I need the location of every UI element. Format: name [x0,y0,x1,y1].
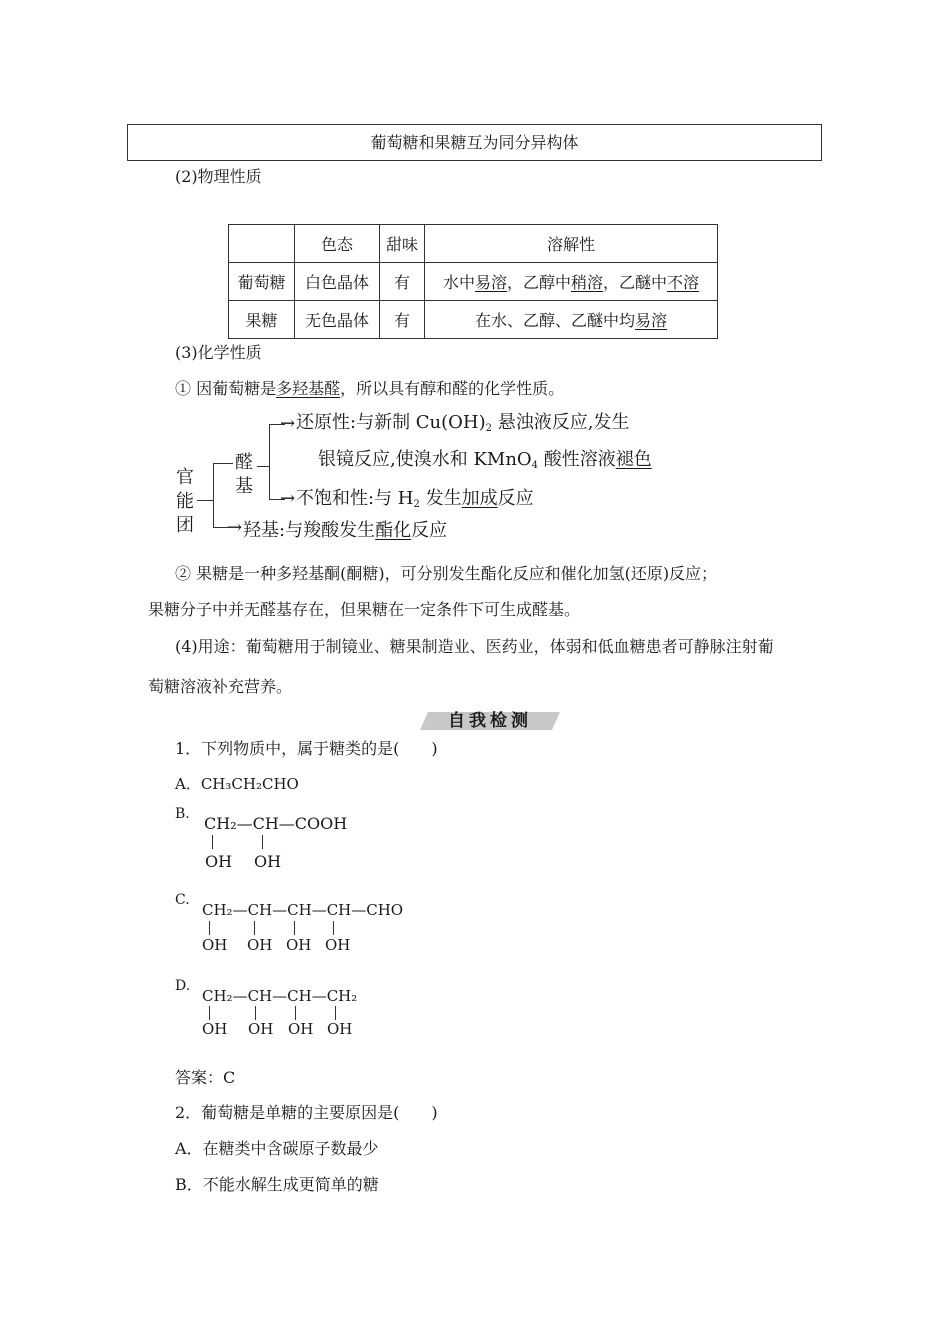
text: 在水、乙醇、乙醚中均 [475,311,636,330]
table-header-cell: 甜味 [380,225,425,263]
underlined-answer: 不溶 [667,273,700,292]
section-2-title: (2)物理性质 [175,167,262,186]
top-box-statement: 葡萄糖和果糖互为同分异构体 [127,124,822,161]
table-cell-name: 葡萄糖 [229,263,295,301]
option-d-oh: OH [327,1020,353,1038]
table-cell-color-state: 白色晶体 [295,263,380,301]
text: 银镜反应,使溴水和 KMnO [318,449,532,470]
text: 还原性:与新制 Cu(OH) [296,412,486,433]
subscript: 2 [413,499,420,510]
option-d-oh: OH [248,1020,274,1038]
reducibility-line-2 [318,448,652,478]
option-d-oh: OH [202,1020,228,1038]
self-check-banner [420,709,560,733]
text: ，乙醇中 [507,273,572,292]
text: 羟基:与羧酸发生 [243,520,376,541]
arrow-icon: → [227,517,243,538]
table-row [229,301,718,339]
item-2-line-2: 果糖分子中并无醛基存在，但果糖在一定条件下可生成醛基。 [148,600,581,619]
text: 悬浊液反应,发生 [492,412,630,433]
text: 酸性溶液 [538,449,616,470]
table-cell-name: 果糖 [229,301,295,339]
underlined-answer: 易溶 [474,273,507,292]
question-1-answer: 答案：C [175,1068,236,1087]
group-label [176,466,196,538]
bond-line [255,1006,256,1020]
option-a: A．CH₃CH₂CHO [175,775,299,793]
bond-line [254,921,255,935]
underlined-answer: 加成 [461,488,498,509]
underlined-answer: 褪色 [615,449,652,470]
text: 发生 [419,488,462,509]
text: 不饱和性:与 H [296,488,414,509]
arrow-icon: → [280,488,296,509]
subscript: 4 [531,460,539,471]
section-4-line-1: (4)用途：葡萄糖用于制镜业、糖果制造业、医药业，体弱和低血糖患者可静脉注射葡 [175,637,774,656]
bond-line [294,921,295,935]
option-a: A．在糖类中含碳原子数最少 [175,1139,379,1158]
option-c-chain: CH₂—CH—CH—CH—CHO [202,901,404,919]
table-cell-solubility [425,263,718,301]
connector-line [213,463,233,464]
bracket-line [269,424,270,499]
bond-line [295,1006,296,1020]
option-d-label: D. [175,978,191,994]
text: 醛 [235,452,253,473]
bond-line [212,835,213,849]
option-b-label: B. [175,806,190,822]
text: ① 因葡萄糖是 [175,379,277,398]
option-b-chain: CH₂—CH—COOH [204,814,348,833]
underlined-answer: 易溶 [635,311,668,330]
option-d-oh: OH [288,1020,314,1038]
table-header-row [229,225,718,263]
item-1 [175,378,564,400]
table-cell-sweet: 有 [380,263,425,301]
option-b: B．不能水解生成更简单的糖 [175,1175,379,1194]
subscript: 2 [485,423,493,434]
text: 水中 [442,273,475,292]
text: ，所以具有醇和醛的化学性质。 [340,379,565,398]
text: 能 [176,491,194,512]
text: 反应 [411,520,448,541]
unsaturation-line [296,487,534,517]
table-header-cell: 色态 [295,225,380,263]
table-header-cell [229,225,295,263]
bond-line [333,921,334,935]
reducibility-line-1 [296,411,629,441]
table-row [229,263,718,301]
option-b-oh: OH [254,852,282,871]
text: 基 [235,476,253,497]
option-b-oh: OH [205,852,233,871]
question-2-stem: 2．葡萄糖是单糖的主要原因是( ) [175,1103,438,1122]
arrow-icon: → [280,413,296,434]
text: ，乙醚中 [603,273,668,292]
option-c-oh: OH [325,936,351,954]
option-c-oh: OH [202,936,228,954]
section-3-title: (3)化学性质 [175,343,262,362]
option-c-label: C. [175,892,190,908]
bond-line [262,835,263,849]
table-cell-sweet: 有 [380,301,425,339]
text: 官 [176,467,194,488]
physical-properties-table [228,224,718,339]
option-d-chain: CH₂—CH—CH—CH₂ [202,987,358,1005]
bond-line [335,1006,336,1020]
section-4-line-2: 萄糖溶液补充营养。 [148,677,293,696]
hydroxyl-line [243,519,447,543]
table-cell-color-state: 无色晶体 [295,301,380,339]
option-c-oh: OH [247,936,273,954]
text: 团 [176,515,194,536]
connector-line [197,500,213,501]
bond-line [209,921,210,935]
table-header-cell: 溶解性 [425,225,718,263]
question-1-stem: 1．下列物质中，属于糖类的是( ) [175,739,438,758]
underlined-answer: 酯化 [375,520,412,541]
underlined-answer: 多羟基醛 [276,379,341,398]
banner-title: 自我检测 [448,711,532,731]
connector-line [257,466,269,467]
text: 反应 [497,488,534,509]
item-2-line-1: ② 果糖是一种多羟基酮(酮糖)，可分别发生酯化反应和催化加氢(还原)反应； [175,564,718,583]
table-cell-solubility [425,301,718,339]
bond-line [209,1006,210,1020]
underlined-answer: 稍溶 [571,273,604,292]
aldehyde-label [235,451,253,499]
bracket-line [213,463,214,527]
option-c-oh: OH [286,936,312,954]
